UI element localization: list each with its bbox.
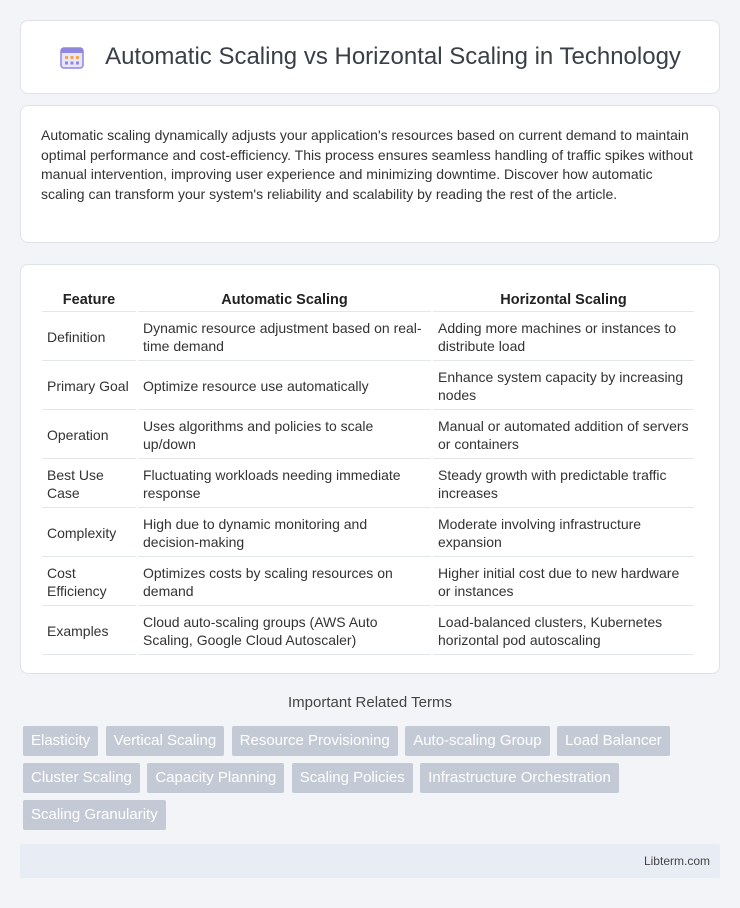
- row-automatic: Optimizes costs by scaling resources on demand: [138, 559, 431, 606]
- intro-card: [20, 105, 720, 243]
- header-automatic-scaling: Automatic Scaling: [138, 289, 431, 312]
- row-feature: Complexity: [42, 510, 136, 557]
- row-automatic: Dynamic resource adjustment based on real-time demand: [138, 314, 431, 361]
- tag-scaling-policies[interactable]: Scaling Policies: [292, 763, 413, 793]
- table-row: [42, 510, 694, 557]
- table-row: [42, 412, 694, 459]
- table-row: [42, 314, 694, 361]
- tag-resource-provisioning[interactable]: Resource Provisioning: [232, 726, 398, 756]
- row-automatic: Cloud auto-scaling groups (AWS Auto Scaling, Google Cloud Autoscaler): [138, 608, 431, 655]
- header-feature: Feature: [42, 289, 136, 312]
- row-feature: Best Use Case: [42, 461, 136, 508]
- related-terms-tags: [23, 726, 713, 837]
- row-automatic: Fluctuating workloads needing immediate response: [138, 461, 431, 508]
- row-feature: Primary Goal: [42, 363, 136, 410]
- tag-scaling-granularity[interactable]: Scaling Granularity: [23, 800, 166, 830]
- header-horizontal-scaling: Horizontal Scaling: [433, 289, 694, 312]
- row-horizontal: Load-balanced clusters, Kubernetes horizontal pod autoscaling: [433, 608, 694, 655]
- row-feature: Definition: [42, 314, 136, 361]
- intro-paragraph: Automatic scaling dynamically adjusts your application's resources based on current demand to maintain optimal performance and cost-efficiency. This process ensures seamless handling of traffic spikes without manual intervention, improving user experience and minimizing downtime. Discover how automatic scaling can transform your system's reliability and scalability by reading the rest of the article.: [41, 127, 693, 202]
- table-row: [42, 461, 694, 508]
- table-row: [42, 608, 694, 655]
- footer-site-link[interactable]: Libterm.com: [643, 854, 710, 868]
- tag-capacity-planning[interactable]: Capacity Planning: [147, 763, 284, 793]
- footer: [20, 844, 720, 878]
- tag-load-balancer[interactable]: Load Balancer: [557, 726, 670, 756]
- row-automatic: High due to dynamic monitoring and decision-making: [138, 510, 431, 557]
- row-horizontal: Moderate involving infrastructure expansion: [433, 510, 694, 557]
- related-terms-title: Important Related Terms: [288, 694, 452, 711]
- page-title: Automatic Scaling vs Horizontal Scaling in Technology: [105, 43, 681, 70]
- row-automatic: Optimize resource use automatically: [138, 363, 431, 410]
- tag-elasticity[interactable]: Elasticity: [23, 726, 98, 756]
- row-horizontal: Enhance system capacity by increasing nodes: [433, 363, 694, 410]
- row-automatic: Uses algorithms and policies to scale up/down: [138, 412, 431, 459]
- table-row: [42, 363, 694, 410]
- title-card: [20, 20, 720, 94]
- row-horizontal: Steady growth with predictable traffic increases: [433, 461, 694, 508]
- row-horizontal: Higher initial cost due to new hardware or instances: [433, 559, 694, 606]
- table-header-row: [42, 289, 694, 312]
- row-horizontal: Adding more machines or instances to distribute load: [433, 314, 694, 361]
- row-feature: Operation: [42, 412, 136, 459]
- comparison-table-card: [20, 264, 720, 674]
- tag-cluster-scaling[interactable]: Cluster Scaling: [23, 763, 140, 793]
- row-feature: Cost Efficiency: [42, 559, 136, 606]
- tag-infrastructure-orchestration[interactable]: Infrastructure Orchestration: [420, 763, 619, 793]
- calendar-grid-icon: [59, 44, 85, 70]
- tag-vertical-scaling[interactable]: Vertical Scaling: [106, 726, 225, 756]
- comparison-table: [40, 287, 696, 657]
- table-row: [42, 559, 694, 606]
- tag-auto-scaling-group[interactable]: Auto-scaling Group: [405, 726, 549, 756]
- row-feature: Examples: [42, 608, 136, 655]
- row-horizontal: Manual or automated addition of servers or containers: [433, 412, 694, 459]
